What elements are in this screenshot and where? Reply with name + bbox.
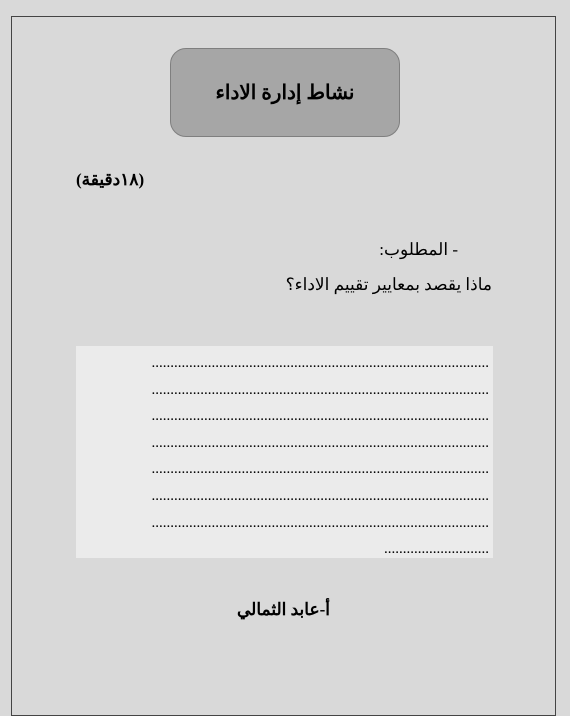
answer-line: .......................................................................................... [151,487,489,504]
title-box [170,48,400,137]
answer-area[interactable] [76,346,493,558]
question-text: ماذا يقصد بمعايير تقييم الاداء؟ [285,275,492,294]
author-name: أ-عابد الثمالي [236,600,330,619]
answer-line: .......................................................................................... [151,381,489,398]
answer-line: ............................ [384,541,489,558]
activity-title: نشاط إدارة الاداء [215,82,355,104]
answer-line: .......................................................................................... [151,408,489,425]
answer-line: .......................................................................................... [151,514,489,531]
answer-line: .......................................................................................... [151,434,489,451]
activity-duration: (١٨دقيقة) [76,170,145,189]
answer-line: .......................................................................................... [151,355,489,371]
worksheet-page [11,16,556,716]
answer-line: .......................................................................................... [151,461,489,478]
required-label: - المطلوب: [379,240,458,259]
